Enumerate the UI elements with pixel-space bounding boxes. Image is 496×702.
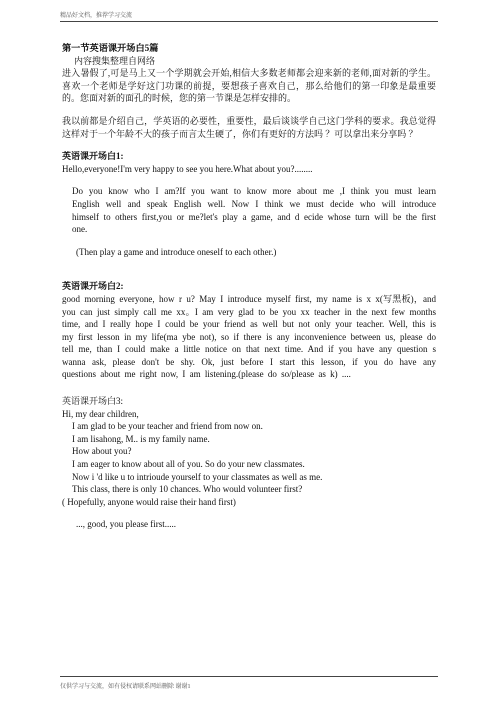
section-3-line: Now i 'd like u to intrioude yourself to your classmates as well as me.: [72, 471, 323, 482]
header-divider: [60, 21, 438, 22]
section-3-line: How about you?: [72, 446, 132, 457]
page-footer-text: 仅供学习与交流，如有侵权请联系网站删除 谢谢1: [60, 684, 191, 690]
section-1-line: Hello,everyone!I'm very happy to see you here.What about you?........: [62, 163, 313, 174]
section-3-title: 英语课开场白3:: [62, 396, 124, 407]
section-3-line: I am eager to know about all of you. So do your new classmates.: [72, 459, 305, 470]
section-3-note: ( Hopefully, anyone would raise their hand first): [62, 496, 236, 507]
page-header-text: 精品好文档，推荐学习交流: [60, 13, 133, 19]
section-2-title: 英语课开场白2:: [62, 281, 124, 292]
footer-divider: [60, 676, 438, 677]
section-3-line: I am lisahong, M.. is my family name.: [72, 433, 210, 444]
section-1-note: (Then play a game and introduce oneself to each other.): [76, 246, 277, 257]
section-3-line: This class, there is only 10 chances. Who would volunteer first?: [72, 484, 303, 495]
section-2-paragraph: good morning everyone, how r u? May I introduce myself first, my name is x x(写黑板)，and you can just simply call me xx。I am very glad to be you xx teacher in the next few months time, and I really hope I could be your friend as well but not only your teacher. Well, this is my first lesson in my life(ma ybe not), so if there is any inconvenience between us, please do tell me, than I could make a little notice on that next time. And if you have any question s wanna ask, please don't be shy. Ok, just before I start this lesson, if you do have any questions about me right now, I am listening.(please do so/please as k) ....: [62, 293, 436, 380]
section-1-title: 英语课开场白1:: [62, 151, 124, 162]
document-body: [62, 42, 436, 531]
intro-paragraph-2: 我以前都是介绍自己，学英语的必要性，重要性，最后谈谈学自己这门学科的要求。我总觉得这样对于一个年龄不大的孩子而言太生硬了，你们有更好的方法吗 ？可以拿出来分享吗 ？: [62, 115, 436, 139]
section-3-end: ..., good, you please first.....: [76, 519, 176, 530]
intro-paragraph: 进入暑假了,可是马上又一个学期就会开始,相信大多数老师都会迎来新的老师,面对新的学生。喜欢一个老师是学好这门功课的前提，要想孩子喜欢自己，那么给他们的第一印象是最重要的。您面对新的面孔的时候，您的第一节课是怎样安排的。: [62, 68, 436, 104]
section-1-paragraph: Do you know who I am?If you want to know more about me ,I think you must learn English well and speak English well. Now I think we must decide who will introduce himself to others first,you or me?let's play a game, and d ecide whose turn will be the first one.: [72, 186, 436, 235]
doc-title: 第一节英语课开场白5篇: [62, 43, 159, 53]
section-3-line: Hi, my dear children,: [62, 408, 139, 419]
doc-subtitle: 内容搜集整理自网络: [74, 55, 156, 66]
section-3-line: I am glad to be your teacher and friend from now on.: [72, 421, 263, 432]
